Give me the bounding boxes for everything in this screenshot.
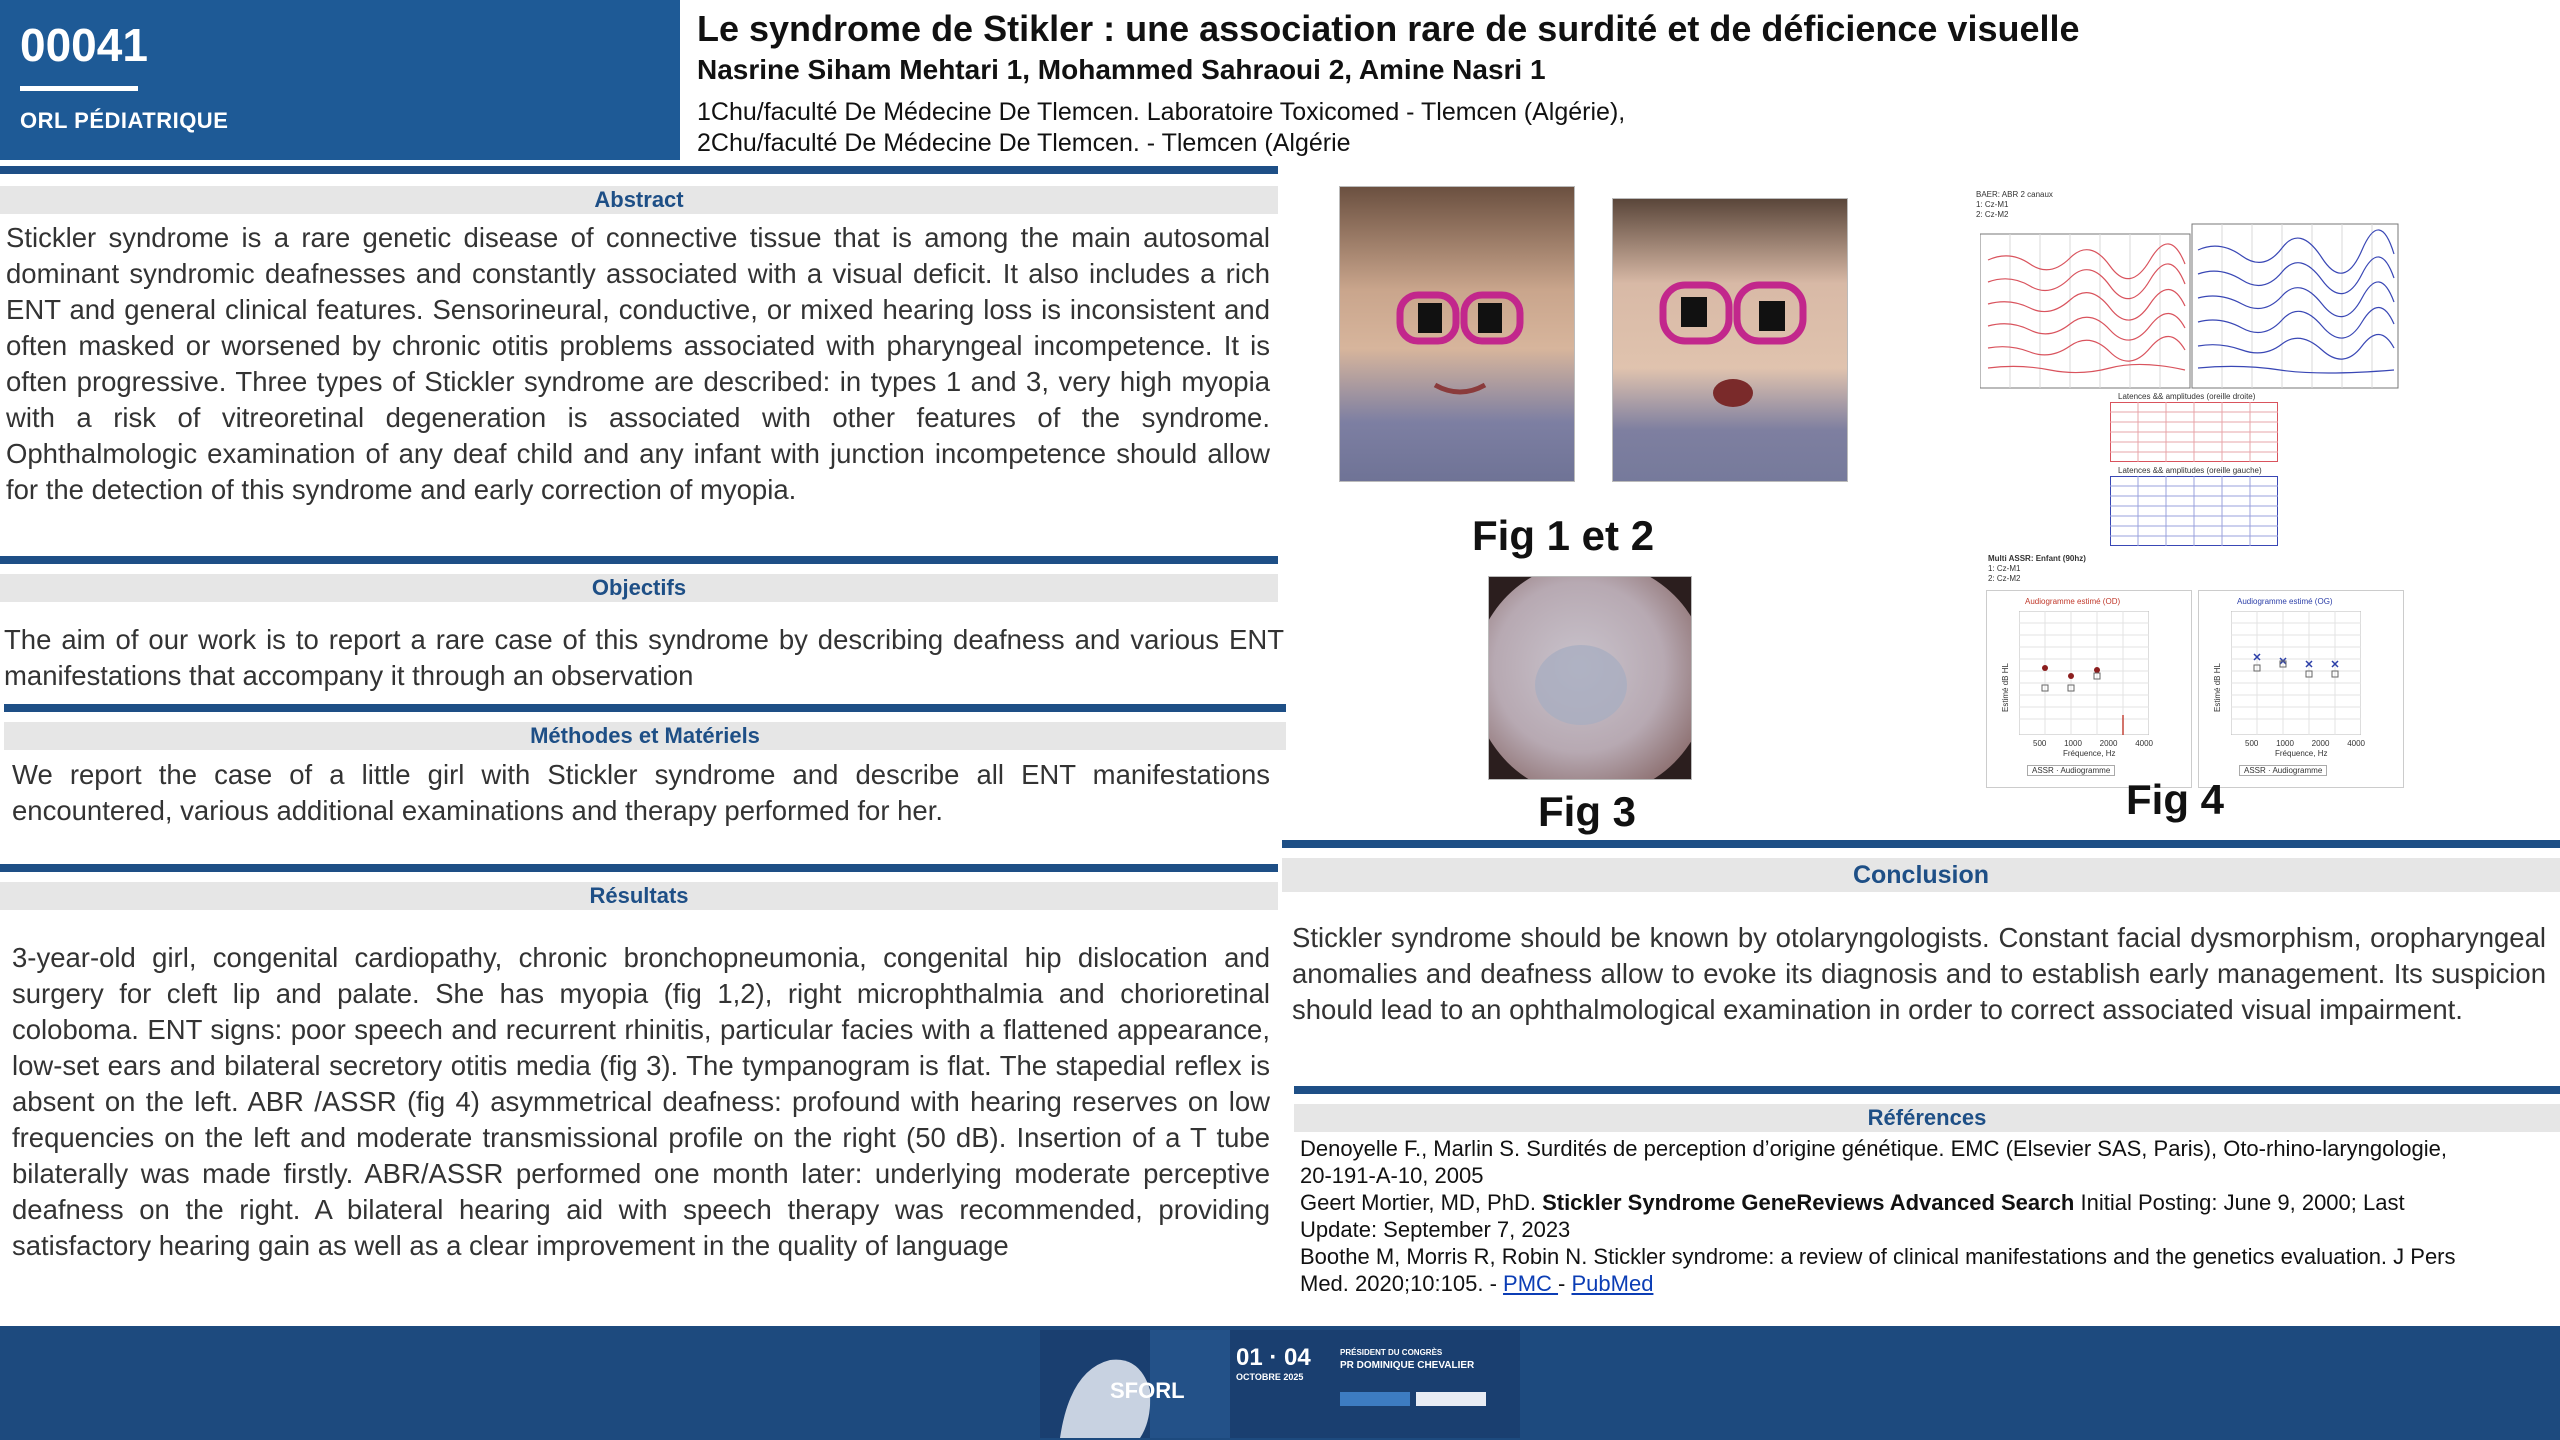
fig-4-label: Fig 4 (2126, 776, 2225, 823)
abstract-divider (0, 166, 1278, 174)
legend-audiogram: Audiogramme (2060, 766, 2111, 775)
abr-channel-2: 2: Cz-M2 (1976, 210, 2009, 219)
reference-3-text: Boothe M, Morris R, Robin N. Stickler syndrome: a review of clinical manifestations and the genetics evaluation. J Pers Med. 2020;10:105. - (1300, 1244, 2456, 1296)
affiliation-1: 1Chu/faculté De Médecine De Tlemcen. Laboratoire Toxicomed - Tlemcen (Algérie), (697, 98, 1626, 126)
audiogram-left-xtick: 4000 (2347, 739, 2365, 748)
poster-id: 00041 (20, 19, 148, 71)
specialty-label: ORL PÉDIATRIQUE (20, 108, 229, 133)
congress-banner (1040, 1330, 1520, 1438)
conclusion-text: Stickler syndrome should be known by otolaryngologists. Constant facial dysmorphism, oropharyngeal anomalies and deafness allow to evoke its diagnosis and to establish early management. Its suspicion should lead to an ophthalmological examination in order to correct associated visual impairment. (1292, 922, 2546, 1025)
abr-title: BAER: ABR 2 canaux (1976, 190, 2053, 199)
audiogram-right-xtick: 1000 (2064, 739, 2082, 748)
assr-channel-2: 2: Cz-M2 (1988, 574, 2021, 583)
resultats-text: 3-year-old girl, congenital cardiopathy, chronic bronchopneumonia, congenital hip dislocation and surgery for cleft lip and palate. She has myopia (fig 1,2), right microphthalmia and chorioretinal coloboma. ENT signs: poor speech and recurrent rhinitis, particular facies with a flattened appearance, low-set ears and bilateral secretory otitis media (fig 3). The tympanogram is flat. The stapedial reflex is absent on the left. ABR /ASSR (fig 4) asymmetrical deafness: profound with hearing reserves on low frequencies on the left and moderate transmissional profile on the right (50 dB). Insertion of a T tube bilaterally was made firstly. ABR/ASSR performed one month later: underlying moderate perceptive deafness on the right. A bilateral hearing aid with speech therapy was recommended, providing satisfactory hearing gain as well as a clear improvement in the quality of language (12, 942, 1270, 1261)
patient-photo-2-art (1613, 199, 1848, 482)
assr-title: Multi ASSR: Enfant (90hz) (1988, 554, 2086, 563)
abr-panel (1974, 190, 2404, 390)
abr-waveforms (1980, 220, 2400, 390)
audiogram-right-grid (2019, 611, 2149, 735)
reference-2-rest: Initial Posting: June 9, 2000; Last Update: September 7, 2023 (1300, 1190, 2405, 1242)
audiogram-right-xtick: 500 (2033, 739, 2047, 748)
legend-assr: ASSR (2244, 766, 2266, 775)
audiogram-right-xtick: 4000 (2135, 739, 2153, 748)
references-heading: Références (1294, 1104, 2560, 1132)
pubmed-link[interactable]: PubMed (1571, 1271, 1654, 1296)
audiogram-right-title: Audiogramme estimé (OD) (2025, 597, 2121, 606)
audiogram-left-ylabel: Estimé dB HL (2212, 663, 2222, 712)
abr-channel-1: 1: Cz-M1 (1976, 200, 2009, 209)
audiogram-right (1986, 590, 2192, 788)
patient-photo-1 (1339, 186, 1575, 482)
reference-1: Denoyelle F., Marlin S. Surdités de perception d’origine génétique. EMC (Elsevier SAS, Paris), Oto-rhino-laryngologie, 20-191-A-10, 2005 (1300, 1136, 2447, 1188)
poster-authors: Nasrine Siham Mehtari 1, Mohammed Sahraoui 2, Amine Nasri 1 (697, 54, 1546, 85)
methodes-divider (4, 704, 1286, 712)
reference-2-author: Geert Mortier, MD, PhD. (1300, 1190, 1543, 1215)
assr-panel (1986, 554, 2406, 790)
objectifs-divider (0, 556, 1278, 564)
legend-audiogram: Audiogramme (2272, 766, 2323, 775)
congress-dates: 01 · 04 (1236, 1344, 1311, 1371)
latency-left-table (2110, 476, 2278, 546)
patient-photo-2 (1612, 198, 1848, 482)
audiogram-left-legend: ASSR · Audiogramme (2239, 765, 2327, 776)
pmc-link[interactable]: PMC (1503, 1271, 1559, 1296)
audiogram-left-xtick: 500 (2245, 739, 2259, 748)
audiogram-left-xtick: 2000 (2311, 739, 2330, 748)
methodes-text: We report the case of a little girl with Stickler syndrome and describe all ENT manifestations encountered, various additional examinations and therapy performed for her. (12, 759, 1270, 826)
audiogram-left-xticks (2245, 739, 2365, 748)
conclusion-divider (1282, 840, 2560, 848)
conclusion-heading: Conclusion (1282, 858, 2560, 892)
abstract-heading: Abstract (0, 186, 1278, 214)
reference-2 (1300, 1189, 2480, 1243)
otoscopy-photo (1488, 576, 1692, 780)
latency-right-title: Latences && amplitudes (oreille droite) (2118, 392, 2256, 401)
legend-assr: ASSR (2032, 766, 2054, 775)
abstract-text: Stickler syndrome is a rare genetic disease of connective tissue that is among the main autosomal dominant syndromic deafnesses and constantly associated with a visual deficit. It also includes a rich ENT and general clinical features. Sensorineural, conductive, or mixed hearing loss is inconsistent and often masked or worsened by chronic otitis problems associated with pharyngeal incompetence. It is often progressive. Three types of Stickler syndrome are described: in types 1 and 3, very high myopia with a risk of vitreoretinal degeneration is associated with other features of the syndrome. Ophthalmologic examination of any deaf child and any infant with junction incompetence should allow for the detection of this syndrome and early correction of myopia. (6, 222, 1270, 505)
reference-3 (1300, 1243, 2480, 1297)
otoscopy-photo-art (1489, 577, 1692, 780)
latency-left-title: Latences && amplitudes (oreille gauche) (2118, 466, 2262, 475)
link-separator: - (1558, 1271, 1572, 1296)
audiogram-right-xlabel: Fréquence, Hz (2063, 749, 2116, 758)
fig-1-2-label: Fig 1 et 2 (1472, 512, 1655, 559)
id-divider (20, 86, 138, 91)
fig-3-label: Fig 3 (1538, 788, 1637, 835)
methodes-heading: Méthodes et Matériels (4, 722, 1286, 750)
audiogram-right-xtick: 2000 (2099, 739, 2118, 748)
objectifs-heading: Objectifs (0, 574, 1278, 602)
resultats-divider (0, 864, 1278, 872)
audiogram-left-xlabel: Fréquence, Hz (2275, 749, 2328, 758)
audiogram-right-xticks (2033, 739, 2153, 748)
audiogram-left (2198, 590, 2404, 788)
reference-2-title: Stickler Syndrome GeneReviews Advanced Search (1542, 1190, 2075, 1215)
audiogram-left-grid (2231, 611, 2361, 735)
president-name: PR DOMINIQUE CHEVALIER (1340, 1360, 1475, 1371)
congress-org: SFORL (1110, 1378, 1185, 1403)
poster-id-block (0, 0, 680, 160)
assr-channel-1: 1: Cz-M1 (1988, 564, 2021, 573)
poster-title: Le syndrome de Stikler : une association rare de surdité et de déficience visuelle (697, 8, 2080, 49)
latency-tables (2110, 392, 2278, 552)
audiogram-left-xtick: 1000 (2276, 739, 2294, 748)
congress-month: OCTOBRE 2025 (1236, 1372, 1304, 1382)
patient-photo-1-art (1340, 187, 1575, 482)
resultats-heading: Résultats (0, 882, 1278, 910)
audiogram-right-legend: ASSR · Audiogramme (2027, 765, 2115, 776)
audiogram-right-ylabel: Estimé dB HL (2000, 663, 2010, 712)
audiogram-left-title: Audiogramme estimé (OG) (2237, 597, 2333, 606)
latency-right-table (2110, 402, 2278, 462)
references-divider (1294, 1086, 2560, 1094)
president-label: PRÉSIDENT DU CONGRÈS (1340, 1348, 1443, 1357)
objectifs-text: The aim of our work is to report a rare case of this syndrome by describing deafness and various ENT manifestations that accompany it through an observation (4, 624, 1284, 691)
affiliation-2: 2Chu/faculté De Médecine De Tlemcen. - Tlemcen (Algérie (697, 129, 1351, 157)
